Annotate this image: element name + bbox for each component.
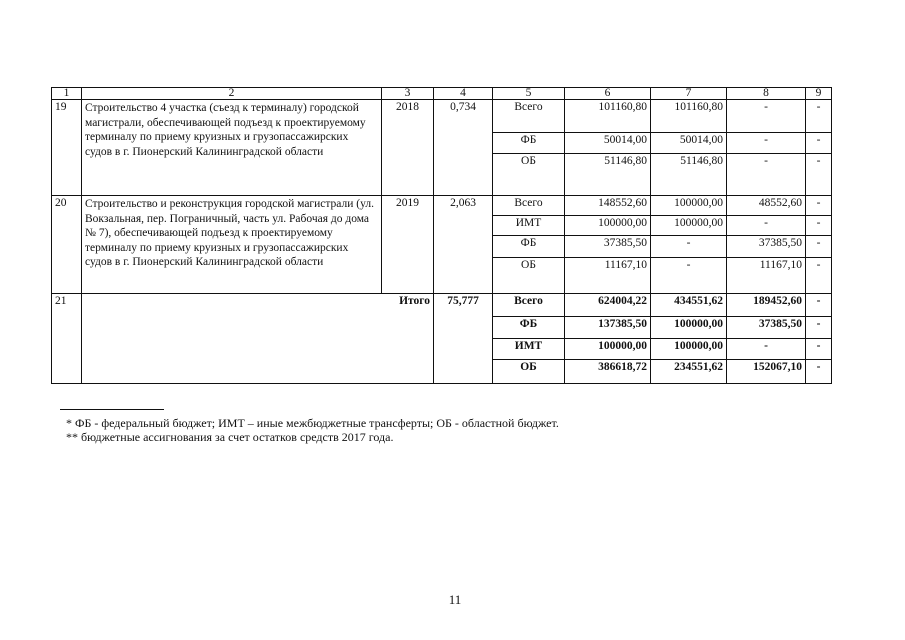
value-cell: 101160,80 (565, 100, 651, 133)
value-cell: - (727, 133, 806, 154)
header-cell: 8 (727, 88, 806, 100)
value-cell: 100000,00 (651, 196, 727, 216)
value-cell: - (806, 294, 832, 317)
value-cell: 386618,72 (565, 360, 651, 384)
value-cell: 189452,60 (727, 294, 806, 317)
value-cell: - (727, 216, 806, 236)
value-cell: - (806, 339, 832, 360)
value-cell: 50014,00 (565, 133, 651, 154)
funding-source: ОБ (493, 258, 565, 294)
value-cell: 234551,62 (651, 360, 727, 384)
value-cell: 100000,00 (565, 339, 651, 360)
value-cell: 48552,60 (727, 196, 806, 216)
funding-source: ОБ (493, 360, 565, 384)
funding-source: ФБ (493, 236, 565, 258)
value-cell: 51146,80 (651, 154, 727, 196)
footnote-allocations: ** бюджетные ассигнования за счет остатков средств 2017 года. (66, 430, 394, 444)
value-cell: - (727, 100, 806, 133)
header-cell: 4 (434, 88, 493, 100)
value-cell: 37385,50 (565, 236, 651, 258)
funding-source: ФБ (493, 317, 565, 339)
funding-source: Всего (493, 294, 565, 317)
value-cell: 152067,10 (727, 360, 806, 384)
value-cell: 11167,10 (727, 258, 806, 294)
value-cell: 148552,60 (565, 196, 651, 216)
value-cell: 37385,50 (727, 236, 806, 258)
header-cell: 7 (651, 88, 727, 100)
funding-source: ИМТ (493, 339, 565, 360)
year-cell: 2018 (382, 100, 434, 196)
year-cell: 2019 (382, 196, 434, 294)
value-cell: 100000,00 (651, 339, 727, 360)
value-cell: 624004,22 (565, 294, 651, 317)
funding-source: ОБ (493, 154, 565, 196)
value-cell: - (806, 258, 832, 294)
footnote-abbreviations: * ФБ - федеральный бюджет; ИМТ – иные межбюджетные трансферты; ОБ - областной бюджет. (66, 416, 559, 430)
value-cell: - (806, 317, 832, 339)
project-name: Строительство и реконструкция городской магистрали (ул. Вокзальная, пер. Пограничный, часть ул. Рабочая до дома № 7), обеспечивающей подъезд к проектируемому терминалу по приему круизных и грузопассажирских судов в г. Пионерский Калининградской области (82, 196, 382, 294)
table-row (52, 196, 832, 216)
header-cell: 5 (493, 88, 565, 100)
value-cell: 101160,80 (651, 100, 727, 133)
value-cell: 11167,10 (565, 258, 651, 294)
value-cell: - (727, 154, 806, 196)
header-cell: 6 (565, 88, 651, 100)
header-cell: 3 (382, 88, 434, 100)
length-cell: 2,063 (434, 196, 493, 294)
page-number: 11 (448, 592, 462, 607)
header-cell: 1 (52, 88, 82, 100)
funding-source: ФБ (493, 133, 565, 154)
funding-source: Всего (493, 100, 565, 133)
value-cell: - (651, 236, 727, 258)
value-cell: 50014,00 (651, 133, 727, 154)
value-cell: - (806, 216, 832, 236)
value-cell: 137385,50 (565, 317, 651, 339)
value-cell: - (651, 258, 727, 294)
table-header-row (52, 88, 832, 100)
table-row (52, 100, 832, 133)
value-cell: - (806, 360, 832, 384)
value-cell: 51146,80 (565, 154, 651, 196)
funding-source: Всего (493, 196, 565, 216)
value-cell: - (806, 236, 832, 258)
value-cell: 434551,62 (651, 294, 727, 317)
value-cell: - (727, 339, 806, 360)
header-cell: 9 (806, 88, 832, 100)
value-cell: 100000,00 (565, 216, 651, 236)
row-number: 21 (52, 294, 82, 384)
value-cell: - (806, 100, 832, 133)
project-name: Строительство 4 участка (съезд к терминалу) городской магистрали, обеспечивающей подъезд к проектируемому терминалу по приему круизных и грузопассажирских судов в г. Пионерский Калининградской области (82, 100, 382, 196)
table-row (52, 294, 832, 317)
total-label: Итого (82, 294, 434, 384)
value-cell: 100000,00 (651, 317, 727, 339)
budget-table (51, 87, 832, 384)
row-number: 20 (52, 196, 82, 294)
value-cell: - (806, 154, 832, 196)
value-cell: 37385,50 (727, 317, 806, 339)
total-length-cell: 75,777 (434, 294, 493, 384)
length-cell: 0,734 (434, 100, 493, 196)
footnote-divider (60, 409, 164, 410)
value-cell: 100000,00 (651, 216, 727, 236)
funding-source: ИМТ (493, 216, 565, 236)
value-cell: - (806, 196, 832, 216)
value-cell: - (806, 133, 832, 154)
header-cell: 2 (82, 88, 382, 100)
row-number: 19 (52, 100, 82, 196)
